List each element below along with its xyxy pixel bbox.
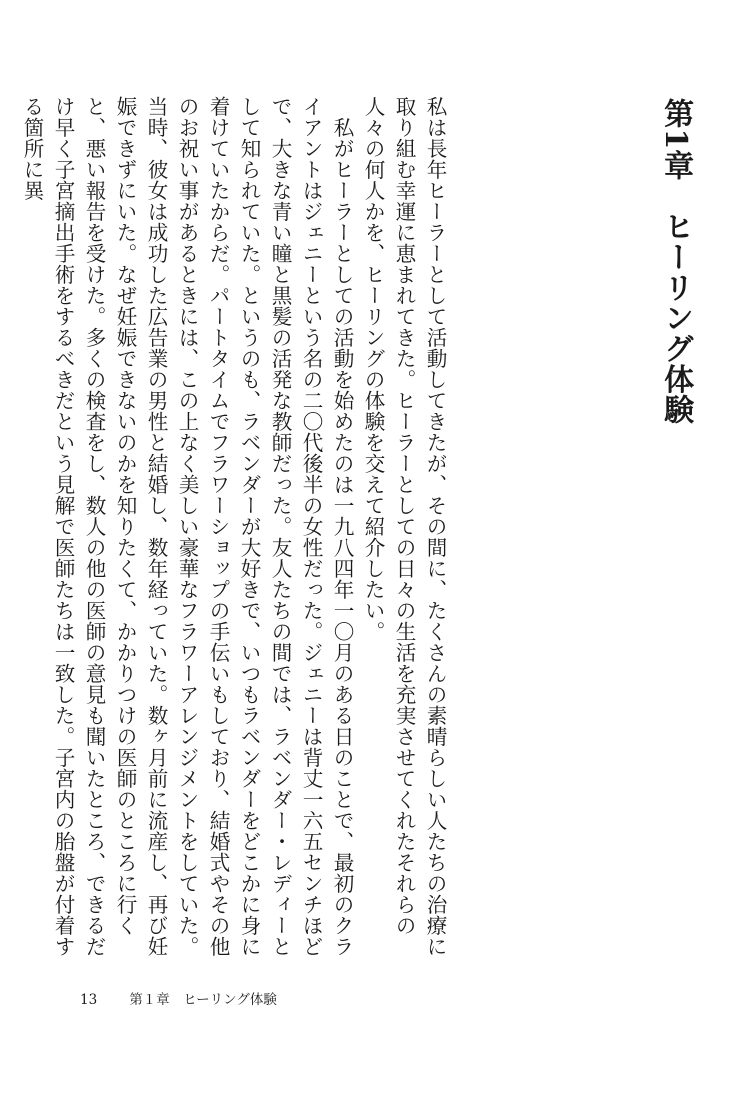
body-text <box>20 96 450 966</box>
chapter-title: 第1章 ヒーリング体験 <box>658 98 694 425</box>
page-footer <box>80 988 277 1012</box>
running-head: 第１章 ヒーリング体験 <box>129 992 277 1008</box>
paragraph-1: 私は長年ヒーラーとして活動してきたが、その間に、たくさんの素晴らしい人たちの治療に取り組む幸運に恵まれてきた。ヒーラーとしての日々の生活を充実させてくれたそれらの人々の何人かを、ヒーリングの体験を交えて紹介したい。 <box>361 96 447 957</box>
page-number: 13 <box>80 992 98 1008</box>
paragraph-2: 私がヒーラーとしての活動を始めたのは一九八四年一〇月のある日のことで、最初のクライアントはジェニーという名の二〇代後半の女性だった。ジェニーは背丈一六五センチほどで、大きな青い瞳と黒髪の活発な教師だった。友人たちの間では、ラベンダー・レディーとして知られていた。というのも、ラベンダーが大好きで、いつもラベンダーをどこかに身に着けていたからだ。パートタイムでフラワーショップの手伝いもしており、結婚式やその他のお祝い事があるときには、この上なく美しい豪華なフラワーアレンジメントをしていた。当時、彼女は成功した広告業の男性と結婚し、数年経っていた。数ヶ月前に流産し、再び妊娠できずにいた。なぜ妊娠できないのかを知りたくて、かかりつけの医師のところに行くと、悪い報告を受けた。多くの検査をし、数人の他の医師の意見も聞いたところ、できるだけ早く子宮摘出手術をするべきだという見解で医師たちは一致した。子宮内の胎盤が付着する箇所に異 <box>20 96 354 957</box>
